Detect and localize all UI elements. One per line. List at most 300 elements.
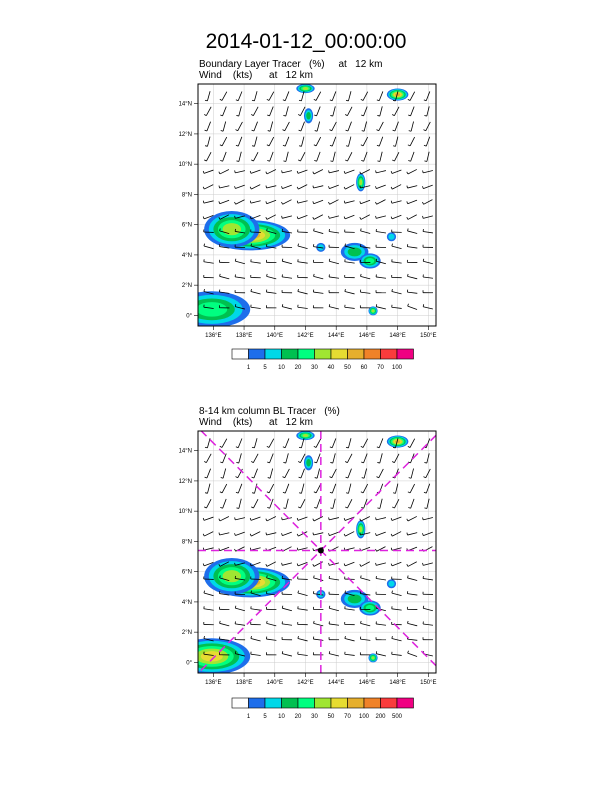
wind-barb <box>282 518 292 520</box>
wind-barb <box>426 484 429 493</box>
wind-barb <box>317 454 321 463</box>
y-tick-label: 10°N <box>178 509 192 516</box>
colorbar-label: 60 <box>360 365 368 371</box>
wind-barb <box>394 499 398 508</box>
wind-barb-flag <box>236 492 238 493</box>
wind-barb-flag <box>330 462 332 463</box>
wind-barb <box>222 439 227 448</box>
wind-barb-flag <box>424 508 426 509</box>
wind-barb <box>423 563 433 566</box>
panel1-subtitle-2: Wind (kts) at 12 km <box>199 70 313 81</box>
colorbar-label: 30 <box>311 365 318 371</box>
colorbar-box <box>315 698 332 708</box>
x-tick-label: 142°E <box>297 680 314 686</box>
wind-barb <box>220 517 229 521</box>
wind-barb <box>316 484 321 493</box>
colorbar-label: 500 <box>391 714 403 720</box>
wind-barb <box>298 517 307 520</box>
wind-barb <box>206 454 211 463</box>
wind-barb <box>376 518 386 520</box>
wind-barb <box>269 439 274 448</box>
wind-barb-flag <box>314 462 316 463</box>
wind-barb-flag <box>235 533 236 535</box>
wind-barb-flag <box>344 518 345 520</box>
wind-barb <box>348 438 351 448</box>
colorbar-label: 1 <box>246 714 251 720</box>
wind-barb <box>361 623 371 625</box>
wind-barb <box>251 562 260 566</box>
wind-barb-flag <box>329 606 330 608</box>
wind-barb <box>251 654 261 655</box>
wind-barb-flag <box>345 461 347 462</box>
wind-barb-flag <box>299 447 301 448</box>
wind-barb <box>407 639 417 640</box>
wind-barb <box>314 516 323 520</box>
wind-barb-flag <box>298 636 299 638</box>
wind-barb-flag <box>221 478 223 479</box>
wind-barb-flag <box>313 519 314 521</box>
wind-barb-flag <box>391 518 392 520</box>
wind-barb-flag <box>361 507 363 508</box>
wind-barb <box>251 532 260 536</box>
y-tick-label: 12°N <box>178 131 192 138</box>
wind-barb-flag <box>423 606 424 608</box>
wind-barb-flag <box>423 563 424 565</box>
wind-barb <box>251 638 261 640</box>
wind-barb <box>282 608 292 611</box>
wind-barb <box>254 469 258 478</box>
wind-barb-flag <box>203 518 204 520</box>
wind-barb <box>364 469 366 479</box>
wind-barb-flag <box>266 519 267 521</box>
tracer-contour <box>388 581 394 587</box>
wind-barb-flag <box>298 461 300 462</box>
wind-barb-flag <box>251 636 252 638</box>
x-tick-label: 150°E <box>420 680 437 686</box>
y-tick-label: 8°N <box>181 192 192 199</box>
wind-barb <box>301 484 303 494</box>
colorbar-box <box>282 698 299 708</box>
wind-barb <box>285 438 289 447</box>
wind-barb-flag <box>203 563 204 565</box>
wind-barb <box>314 578 324 581</box>
colorbar-box <box>265 698 282 708</box>
colorbar-box <box>364 698 381 708</box>
wind-barb <box>282 654 292 656</box>
wind-barb <box>410 439 415 448</box>
wind-barb <box>317 469 319 479</box>
wind-barb-flag <box>408 492 410 493</box>
wind-barb-flag <box>267 492 269 493</box>
wind-barb <box>239 453 242 463</box>
wind-barb-flag <box>407 564 408 566</box>
wind-barb-flag <box>205 447 207 448</box>
colorbar-label: 200 <box>375 714 386 720</box>
wind-barb <box>394 454 399 463</box>
wind-barb <box>220 623 230 626</box>
tracer-contour <box>359 526 362 532</box>
x-tick-label: 138°E <box>235 680 253 686</box>
y-tick-label: 14°N <box>178 448 192 455</box>
wind-barb <box>376 578 386 579</box>
wind-barb <box>364 499 367 508</box>
wind-barb-flag <box>375 533 376 535</box>
wind-barb <box>376 654 386 656</box>
colorbar-box <box>331 698 348 708</box>
y-tick-label: 6°N <box>181 222 192 229</box>
wind-barb-flag <box>424 477 426 478</box>
wind-barb-flag <box>283 447 285 448</box>
colorbar-box <box>381 698 398 708</box>
wind-barb-flag <box>204 636 205 638</box>
plot-area <box>173 430 440 674</box>
wind-barb <box>332 469 337 478</box>
wind-barb <box>332 484 336 493</box>
colorbar-label: 40 <box>327 365 335 371</box>
colorbar-label: 20 <box>294 365 302 371</box>
y-tick-label: 2°N <box>181 283 192 290</box>
colorbar-label: 10 <box>278 365 285 371</box>
wind-barb-flag <box>314 492 316 493</box>
wind-barb <box>222 484 227 493</box>
wind-barb-flag <box>330 477 332 478</box>
wind-barb <box>345 562 354 566</box>
panel1-subtitle-1: Boundary Layer Tracer (%) at 12 km <box>199 59 383 70</box>
wind-barb-flag <box>267 507 269 508</box>
wind-barb <box>348 469 352 478</box>
wind-barb-flag <box>236 447 238 448</box>
wind-barb-flag <box>407 533 408 535</box>
wind-barb <box>298 593 308 596</box>
wind-barb-flag <box>314 507 316 508</box>
colorbar-label: 30 <box>311 714 318 720</box>
wind-barb <box>333 499 335 509</box>
y-tick-label: 0° <box>186 660 192 667</box>
wind-barb <box>235 624 245 625</box>
wind-barb <box>238 484 242 493</box>
wind-barb <box>282 532 291 535</box>
wind-barb <box>301 469 305 478</box>
wind-barb <box>345 654 355 655</box>
wind-barb <box>298 639 308 641</box>
colorbar-box <box>298 698 315 708</box>
wind-barb-flag <box>282 651 283 653</box>
wind-barb-flag <box>282 563 283 565</box>
x-tick-label: 140°E <box>266 680 283 686</box>
wind-barb-flag <box>203 534 204 536</box>
wind-barb <box>408 516 417 521</box>
wind-barb-flag <box>234 549 235 551</box>
wind-barb <box>329 578 339 580</box>
colorbar-box <box>232 698 249 708</box>
wind-barb <box>298 609 308 610</box>
wind-barb-flag <box>391 534 392 536</box>
wind-barb-flag <box>314 621 315 623</box>
wind-barb-flag <box>298 507 300 508</box>
wind-barb-flag <box>236 508 238 509</box>
y-tick-label: 12°N <box>178 478 192 485</box>
wind-barb-flag <box>314 575 315 577</box>
wind-barb <box>408 653 417 656</box>
colorbar-label: 50 <box>344 365 351 371</box>
wind-barb-flag <box>299 493 301 494</box>
wind-barb <box>270 469 273 479</box>
wind-barb <box>329 518 339 520</box>
wind-barb <box>392 532 401 537</box>
wind-barb <box>423 532 432 536</box>
wind-barb <box>376 624 386 625</box>
wind-barb-flag <box>250 518 251 520</box>
x-tick-label: 146°E <box>358 680 376 686</box>
colorbar-label: 100 <box>358 714 370 720</box>
tracer-contour <box>348 594 362 603</box>
wind-barb <box>314 533 324 535</box>
wind-barb <box>392 562 401 566</box>
wind-barb <box>329 654 339 656</box>
wind-barb-flag <box>346 477 348 478</box>
wind-barb-flag <box>220 446 222 447</box>
colorbar-box <box>348 698 365 708</box>
wind-barb <box>329 532 338 535</box>
wind-barb <box>380 453 382 463</box>
wind-barb-flag <box>391 548 392 550</box>
wind-barb <box>220 533 230 535</box>
wind-barb-flag <box>423 517 424 519</box>
wind-barb <box>235 608 245 611</box>
wind-barb-flag <box>361 621 362 623</box>
wind-barb <box>223 469 226 479</box>
wind-barb-flag <box>392 461 394 462</box>
wind-barb <box>407 594 417 595</box>
wind-barb <box>423 624 433 625</box>
wind-barb <box>380 499 382 509</box>
y-tick-label: 6°N <box>181 569 192 576</box>
wind-barb-flag <box>283 508 285 509</box>
wind-barb <box>427 453 429 463</box>
wind-barb-flag <box>267 446 269 447</box>
wind-barb-flag <box>252 477 254 478</box>
wind-barb <box>251 609 261 610</box>
panel2-subtitle-1: 8-14 km column BL Tracer (%) <box>199 406 340 417</box>
colorbar-label: 10 <box>278 714 285 720</box>
wind-barb <box>423 579 433 580</box>
wind-barb <box>204 609 214 610</box>
wind-barb-flag <box>330 508 332 509</box>
wind-barb <box>316 439 321 448</box>
wind-barb-flag <box>407 519 408 521</box>
wind-barb-flag <box>409 478 411 479</box>
cross-center-marker <box>318 547 324 553</box>
wind-barb <box>427 499 429 509</box>
wind-barb <box>408 578 418 581</box>
wind-barb <box>333 453 336 463</box>
wind-barb-flag <box>408 651 409 653</box>
wind-barb-flag <box>283 477 285 478</box>
wind-barb <box>286 453 289 463</box>
wind-barb-flag <box>344 564 345 566</box>
y-tick-label: 4°N <box>181 252 192 259</box>
wind-barb <box>411 468 413 478</box>
wind-barb-flag <box>313 564 314 566</box>
wind-barb <box>408 533 418 535</box>
colorbar-label: 100 <box>391 365 403 371</box>
wind-barb-flag <box>204 507 206 508</box>
wind-barb-flag <box>219 533 220 535</box>
wind-barb <box>204 517 213 520</box>
wind-barb <box>345 609 355 610</box>
wind-barb <box>206 499 211 508</box>
wind-barb <box>408 623 418 625</box>
wind-barb <box>345 639 355 641</box>
wind-barb <box>408 562 417 567</box>
wind-barb <box>360 639 370 640</box>
map-border <box>198 431 436 673</box>
wind-barb-flag <box>205 493 207 494</box>
colorbar-box <box>397 698 414 708</box>
wind-barb <box>345 532 354 537</box>
colorbar-label: 5 <box>263 714 267 720</box>
wind-barb-flag <box>299 477 301 478</box>
wind-barb-flag <box>377 447 379 448</box>
wind-barb-flag <box>251 461 253 462</box>
wind-barb <box>282 624 292 625</box>
wind-barb-flag <box>315 478 317 479</box>
wind-barb <box>204 593 214 596</box>
tracer-contour <box>223 570 241 582</box>
tracer-contour <box>302 434 308 437</box>
wind-barb-flag <box>422 533 423 535</box>
wind-barb-flag <box>297 534 298 536</box>
wind-barb <box>392 639 402 641</box>
wind-barb-flag <box>282 533 283 535</box>
wind-barb <box>317 499 320 508</box>
wind-barb <box>235 532 244 535</box>
wind-barb-flag <box>219 519 220 521</box>
wind-barb-flag <box>344 534 345 536</box>
wind-barb-flag <box>220 621 221 623</box>
wind-barb <box>267 562 276 567</box>
y-tick-label: 8°N <box>181 539 192 546</box>
tracer-contour <box>366 605 375 611</box>
wind-barb-flag <box>376 517 377 519</box>
wind-barb-flag <box>313 533 314 535</box>
wind-barb-flag <box>204 591 205 593</box>
wind-barb-flag <box>408 507 410 508</box>
wind-barb <box>207 469 211 478</box>
wind-barb-flag <box>329 517 330 519</box>
colorbar-label: 50 <box>327 714 335 720</box>
wind-barb <box>286 499 288 509</box>
wind-barb-flag <box>220 507 222 508</box>
wind-barb <box>332 438 336 447</box>
wind-barb <box>392 654 402 655</box>
wind-barb <box>329 624 339 625</box>
wind-barb-flag <box>360 564 361 566</box>
wind-barb-flag <box>377 462 379 463</box>
wind-barb <box>204 532 213 536</box>
wind-barb-flag <box>330 492 332 493</box>
wind-barb-flag <box>361 576 362 578</box>
wind-barb <box>410 484 415 493</box>
wind-barb-flag <box>282 606 283 608</box>
wind-barb-flag <box>424 492 426 493</box>
wind-barb-flag <box>267 462 269 463</box>
wind-barb <box>379 469 384 478</box>
y-tick-label: 4°N <box>181 599 192 606</box>
wind-barb-flag <box>235 517 236 519</box>
wind-barb <box>298 654 308 655</box>
x-tick-label: 140°E <box>266 333 283 339</box>
wind-barb <box>238 438 242 447</box>
x-tick-label: 144°E <box>327 680 345 686</box>
wind-barb-flag <box>298 591 299 593</box>
wind-barb-flag <box>329 651 330 653</box>
wind-barb <box>253 454 258 463</box>
wind-barb-flag <box>252 493 254 494</box>
wind-barb-flag <box>393 493 395 494</box>
wind-barb <box>392 609 402 610</box>
wind-barb <box>364 454 368 463</box>
wind-barb <box>379 438 383 447</box>
wind-barb <box>376 563 386 566</box>
wind-barb-flag <box>313 548 314 550</box>
x-tick-label: 136°E <box>205 333 222 339</box>
wind-barb-flag <box>268 478 270 479</box>
wind-barb-flag <box>205 477 207 478</box>
wind-barb-flag <box>250 534 251 536</box>
wind-barb-flag <box>235 606 236 608</box>
y-tick-label: 0° <box>186 313 192 320</box>
wind-barb <box>423 608 433 610</box>
wind-barb <box>347 454 352 463</box>
wind-barb <box>269 484 274 493</box>
wind-barb-flag <box>377 477 379 478</box>
wind-barb-flag <box>424 462 426 463</box>
panel2-subtitle-2: Wind (kts) at 12 km <box>199 417 313 428</box>
wind-barb <box>361 562 370 567</box>
wind-barb-flag <box>314 446 316 447</box>
wind-barb-flag <box>297 564 298 566</box>
wind-barb-flag <box>251 507 253 508</box>
x-tick-label: 142°E <box>297 333 314 339</box>
wind-barb <box>239 499 241 509</box>
wind-barb-flag <box>297 518 298 520</box>
wind-barb-flag <box>362 478 364 479</box>
colorbar-label: 1 <box>246 365 251 371</box>
wind-barb-flag <box>391 564 392 566</box>
colorbar-box <box>249 698 266 708</box>
y-tick-label: 2°N <box>181 630 192 637</box>
wind-barb <box>254 438 257 448</box>
colorbar-label: 20 <box>294 714 302 720</box>
wind-barb-flag <box>252 447 254 448</box>
wind-barb <box>207 484 210 494</box>
x-tick-label: 146°E <box>358 333 376 339</box>
wind-barb-flag <box>283 462 285 463</box>
wind-barb-flag <box>361 492 363 493</box>
wind-barb <box>270 454 274 463</box>
tracer-contour <box>372 656 375 659</box>
wind-barb <box>349 484 351 494</box>
wind-barb-flag <box>408 446 410 447</box>
wind-barb <box>361 578 371 581</box>
wind-barb <box>285 484 289 493</box>
x-tick-label: 136°E <box>205 680 222 686</box>
wind-barb <box>282 563 292 565</box>
tracer-contour <box>306 459 311 467</box>
wind-barb-flag <box>330 447 332 448</box>
wind-barb <box>207 438 210 448</box>
